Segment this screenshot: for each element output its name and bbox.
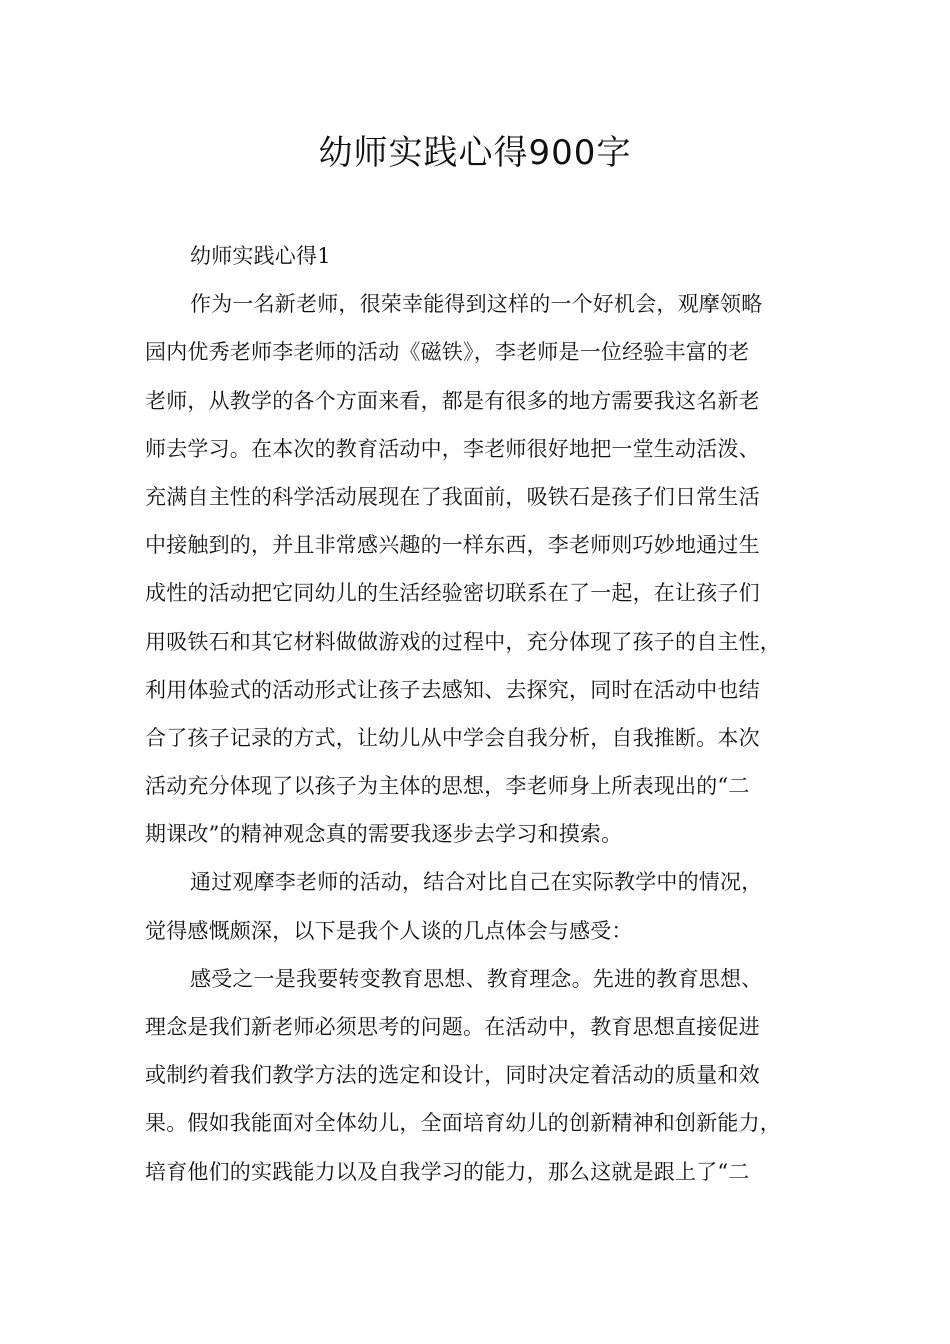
text-line: 师去学习。在本次的教育活动中，李老师很好地把一堂生动活泼、 (145, 436, 760, 461)
text-line: 利用体验式的活动形式让孩子去感知、去探究，同时在活动中也结 (145, 677, 760, 702)
text-line: 成性的活动把它同幼儿的生活经验密切联系在了一起，在让孩子们 (145, 581, 760, 606)
text-line: 充满自主性的科学活动展现在了我面前，吸铁石是孩子们日常生活 (145, 484, 760, 509)
text-line: 感受之一是我要转变教育思想、教育理念。先进的教育思想、 (190, 966, 763, 991)
section-heading: 幼师实践心得1 (190, 244, 331, 268)
document-body (145, 232, 825, 1196)
text-line: 中接触到的，并且非常感兴趣的一样东西，李老师则巧妙地通过生 (145, 533, 760, 558)
text-line: 合了孩子记录的方式，让幼儿从中学会自我分析，自我推断。本次 (145, 725, 760, 750)
text-line: 或制约着我们教学方法的选定和设计，同时决定着活动的质量和效 (145, 1063, 760, 1088)
text-line: 期课改”的精神观念真的需要我逐步去学习和摸索。 (145, 822, 623, 847)
text-line: 理念是我们新老师必须思考的问题。在活动中，教育思想直接促进 (145, 1015, 760, 1040)
text-line: 培育他们的实践能力以及自我学习的能力，那么这就是跟上了“二 (145, 1159, 750, 1184)
text-line: 通过观摩李老师的活动，结合对比自己在实际教学中的情况， (190, 870, 763, 895)
paragraph-1 (145, 280, 825, 858)
text-line: 老师，从教学的各个方面来看，都是有很多的地方需要我这名新老 (145, 388, 760, 413)
document-title: 幼师实践心得900字 (318, 133, 632, 173)
text-line: 活动充分体现了以孩子为主体的思想，李老师身上所表现出的“二 (145, 774, 750, 799)
paragraph-3 (145, 955, 825, 1196)
text-line: 觉得感慨颇深，以下是我个人谈的几点体会与感受： (145, 918, 633, 943)
text-line: 果。假如我能面对全体幼儿，全面培育幼儿的创新精神和创新能力， (145, 1111, 781, 1136)
text-line: 作为一名新老师，很荣幸能得到这样的一个好机会，观摩领略 (190, 292, 763, 317)
paragraph-2 (145, 858, 825, 954)
text-line: 用吸铁石和其它材料做做游戏的过程中，充分体现了孩子的自主性， (145, 629, 781, 654)
text-line: 园内优秀老师李老师的活动《磁铁》，李老师是一位经验丰富的老 (145, 340, 750, 365)
